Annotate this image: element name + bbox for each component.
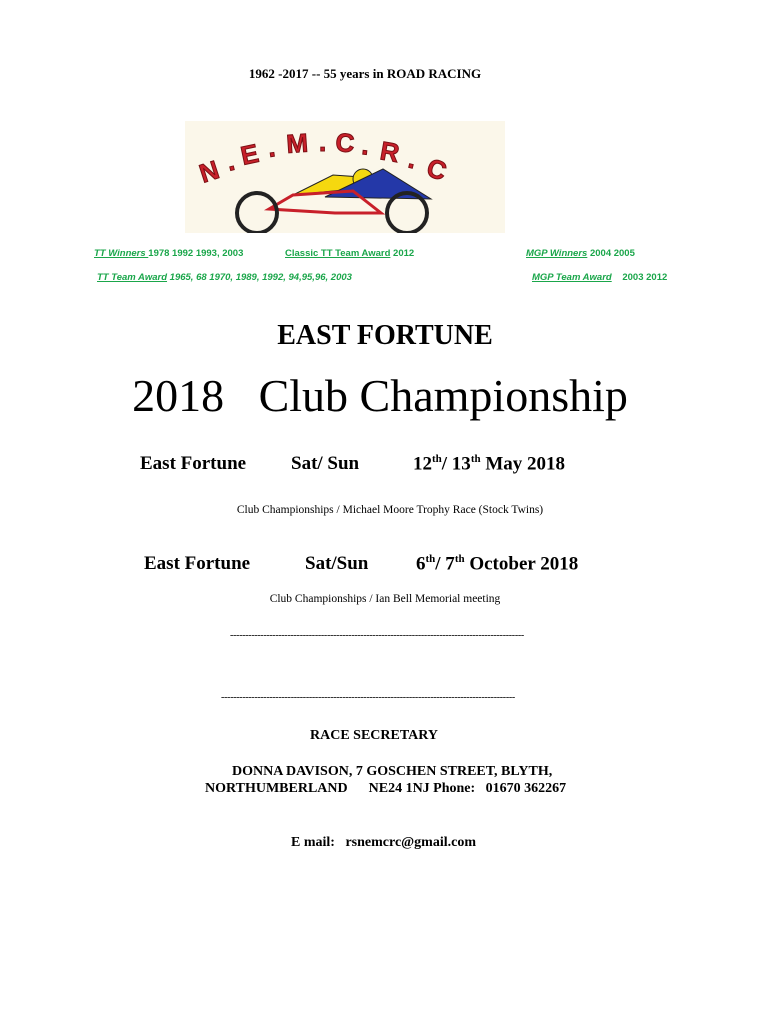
mgp-winners	[526, 248, 635, 259]
event-note-1: Club Championships / Michael Moore Trophy Race (Stock Twins)	[236, 504, 544, 516]
separator-2: -------------------------------------------------------------------------------------------------	[221, 692, 515, 703]
classic-tt-years: 2012	[390, 248, 415, 259]
tt-winners-years: 1978 1992 1993, 2003	[148, 248, 244, 259]
date-2-day1: 6	[416, 553, 426, 575]
date-1-day2: / 13	[441, 453, 471, 475]
event-date-1	[413, 453, 565, 475]
club-logo	[185, 121, 505, 233]
mgp-team-years: 2003 2012	[622, 272, 668, 283]
address-line-2: NORTHUMBERLAND NE24 1NJ Phone: 01670 362267	[205, 781, 567, 796]
separator-1: -------------------------------------------------------------------------------------------------	[230, 630, 524, 641]
tt-winners-label: TT Winners	[94, 248, 149, 259]
championship-title: 2018 Club Championship	[132, 370, 628, 421]
motorcycle-logo-icon	[185, 121, 505, 233]
event-venue-2: East Fortune	[144, 553, 251, 574]
tt-team-label: TT Team Award	[97, 272, 168, 283]
svg-text:N . E .: N . E . M . C . R . C	[195, 127, 451, 189]
date-2-month: October 2018	[464, 553, 579, 575]
date-2-sup1: th	[425, 553, 436, 565]
classic-tt-label: Classic TT Team Award	[285, 248, 391, 259]
email-line: E mail: rsnemcrc@gmail.com	[291, 835, 476, 850]
mgp-team-label: MGP Team Award	[532, 272, 612, 283]
venue-title: EAST FORTUNE	[277, 320, 493, 351]
tt-team-award	[97, 272, 352, 283]
mgp-winners-years: 2004 2005	[587, 248, 635, 259]
mgp-team-award	[532, 272, 667, 283]
race-secretary-heading: RACE SECRETARY	[310, 728, 438, 743]
date-1-sup2: th	[470, 453, 481, 465]
top-tagline: 1962 -2017 -- 55 years in ROAD RACING	[248, 66, 482, 81]
date-1-sup1: th	[432, 453, 442, 465]
mgp-winners-label: MGP Winners	[526, 248, 588, 259]
event-days-2: Sat/Sun	[305, 553, 369, 574]
classic-tt-award	[285, 248, 414, 259]
event-venue-1: East Fortune	[140, 453, 247, 474]
date-1-day1: 12	[413, 453, 432, 475]
tt-team-years: 1965, 68 1970, 1989, 1992, 94,95,96, 2003	[167, 272, 352, 283]
date-1-month: May 2018	[480, 453, 566, 475]
date-2-day2: / 7	[435, 553, 455, 575]
address-line-1: DONNA DAVISON, 7 GOSCHEN STREET, BLYTH,	[232, 764, 553, 779]
event-note-2: Club Championships / Ian Bell Memorial meeting	[269, 593, 501, 605]
event-date-2	[416, 553, 578, 575]
tt-winners	[94, 248, 243, 259]
date-2-sup2: th	[454, 553, 465, 565]
event-days-1: Sat/ Sun	[291, 453, 360, 474]
